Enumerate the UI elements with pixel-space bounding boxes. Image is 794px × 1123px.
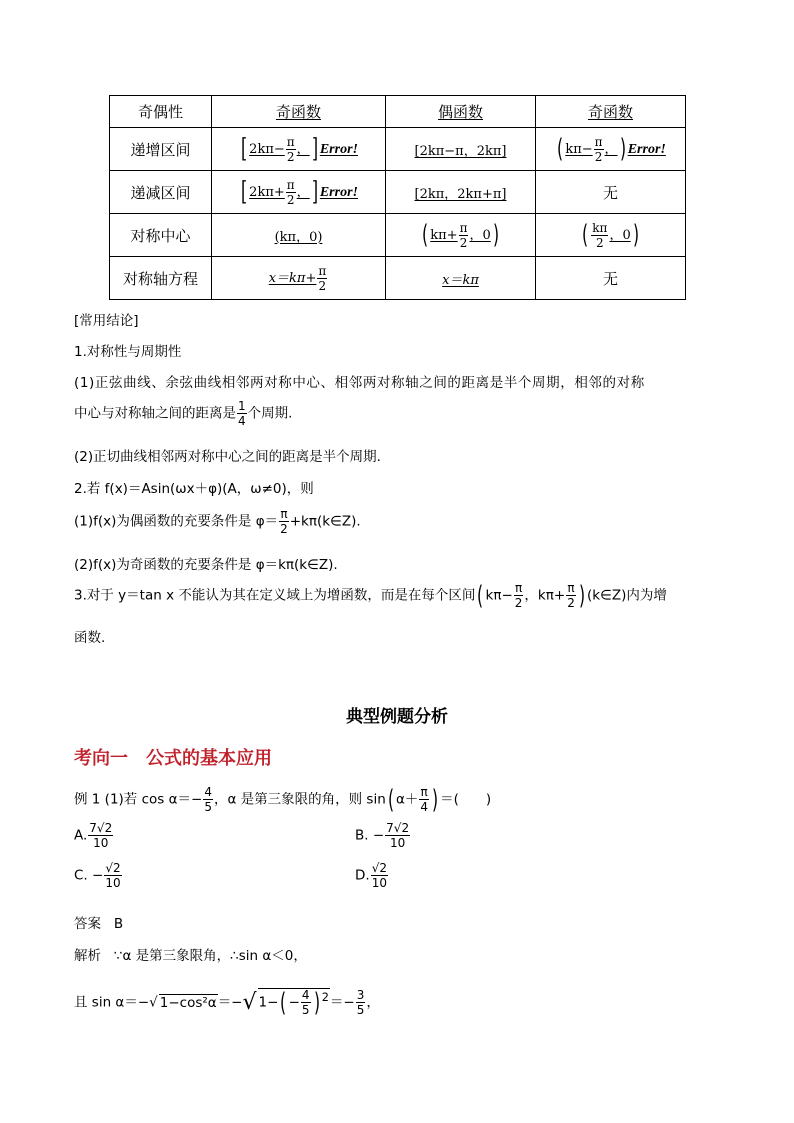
table-row-center (110, 214, 686, 257)
analysis-formula: 且 sin α＝−√ 1−cos²α＝−√ 1−( − $\frac{4}{5}$ ) $^2$＝− $\frac{3}{5}$ ， (74, 987, 380, 1018)
analysis-label: 解析 (74, 948, 101, 964)
cell-tan-decreasing: 无 (602, 183, 618, 202)
cell-tan-parity: 奇函数 (587, 103, 633, 121)
cell-sin-center: (kπ，0) (274, 229, 323, 245)
cell-axis-label: 对称轴方程 (110, 257, 212, 300)
conclusion-1-title: 1.对称性与周期性 (74, 344, 182, 360)
analysis-line (74, 944, 307, 964)
conclusions-heading: [常用结论] (74, 313, 139, 329)
cell-decreasing-label: 递减区间 (110, 171, 212, 214)
cell-cos-center: ( kπ+ $\frac{\pi}{2}$ ，0) (386, 214, 536, 257)
cell-tan-increasing: ( kπ− $\frac{\pi}{2}$ ，) Error! (536, 128, 686, 171)
kaoxiang-heading: 考向一 公式的基本应用 (74, 748, 272, 769)
answer-value: B (113, 916, 124, 932)
conclusion-2-para-2: (2)f(x)为奇函数的充要条件是 φ＝kπ(k∈Z). (74, 557, 338, 573)
cell-sin-decreasing: [ 2kπ+ $\frac{\pi}{2}$ ，] Error! (212, 171, 386, 214)
cell-sin-increasing: [ 2kπ− $\frac{\pi}{2}$ ，] Error! (212, 128, 386, 171)
conclusion-2-title: 2.若 f(x)＝Asin(ωx＋φ)(A，ω≠0)，则 (74, 481, 314, 497)
cell-cos-decreasing: [2kπ，2kπ+π] (414, 186, 507, 202)
conclusion-3-line-1: 3.对于 y＝tan x 不能认为其在定义域上为增函数，而是在每个区间( kπ− $\frac{\pi}{2}$ ，kπ+ $\frac{\pi}{2}$ ) (k∈Z)内为增 (74, 580, 667, 611)
conclusion-3-line-2: 函数. (74, 630, 106, 646)
example-1-question: 例 1 (1)若 cos α＝− $\frac{4}{5}$ ，α 是第三象限的角，则 sin( α＋ $\frac{\pi}{4}$ ) ＝( ) (74, 784, 492, 815)
option-b: B. − $\frac{7√2}{10}$ (355, 821, 410, 850)
cell-sin-axis: x＝kπ+ $\frac{\pi}{2}$ (212, 257, 386, 300)
analysis-text: ∵α 是第三象限角，∴sin α＜0， (113, 948, 307, 964)
answer-label: 答案 (74, 916, 101, 932)
cell-center-label: 对称中心 (110, 214, 212, 257)
cell-cos-axis: x＝kπ (442, 272, 479, 288)
table-row-axis (110, 257, 686, 300)
trig-properties-table (109, 95, 686, 300)
table-row-increasing (110, 128, 686, 171)
cell-parity-label: 奇偶性 (110, 96, 212, 128)
conclusion-1-para-1b: 中心与对称轴之间的距离是 $\frac{1}{4}$ 个周期. (74, 399, 293, 428)
option-c: C. − $\frac{√2}{10}$ (74, 861, 121, 890)
conclusion-1-para-1a: (1)正弦曲线、余弦曲线相邻两对称中心、相邻两对称轴之间的距离是半个周期，相邻的对称 (74, 375, 645, 391)
option-d: D. $\frac{√2}{10}$ (355, 861, 387, 890)
cell-cos-increasing: [2kπ−π，2kπ] (414, 143, 507, 159)
cell-tan-axis: 无 (602, 269, 618, 288)
table-row-parity (110, 96, 686, 128)
option-a: A. $\frac{7√2}{10}$ (74, 821, 113, 850)
table-row-decreasing (110, 171, 686, 214)
answer-line (74, 912, 123, 932)
conclusion-2-para-1: (1)f(x)为偶函数的充要条件是 φ＝ $\frac{\pi}{2}$ +kπ(k∈Z). (74, 507, 361, 536)
cell-tan-center: ( $\frac{k\pi}{2}$ ，0) (536, 214, 686, 257)
cell-sin-parity: 奇函数 (275, 103, 321, 121)
section-title: 典型例题分析 (346, 707, 448, 727)
conclusion-1-para-2: (2)正切曲线相邻两对称中心之间的距离是半个周期. (74, 449, 381, 465)
cell-increasing-label: 递增区间 (110, 128, 212, 171)
cell-cos-parity: 偶函数 (437, 103, 483, 121)
